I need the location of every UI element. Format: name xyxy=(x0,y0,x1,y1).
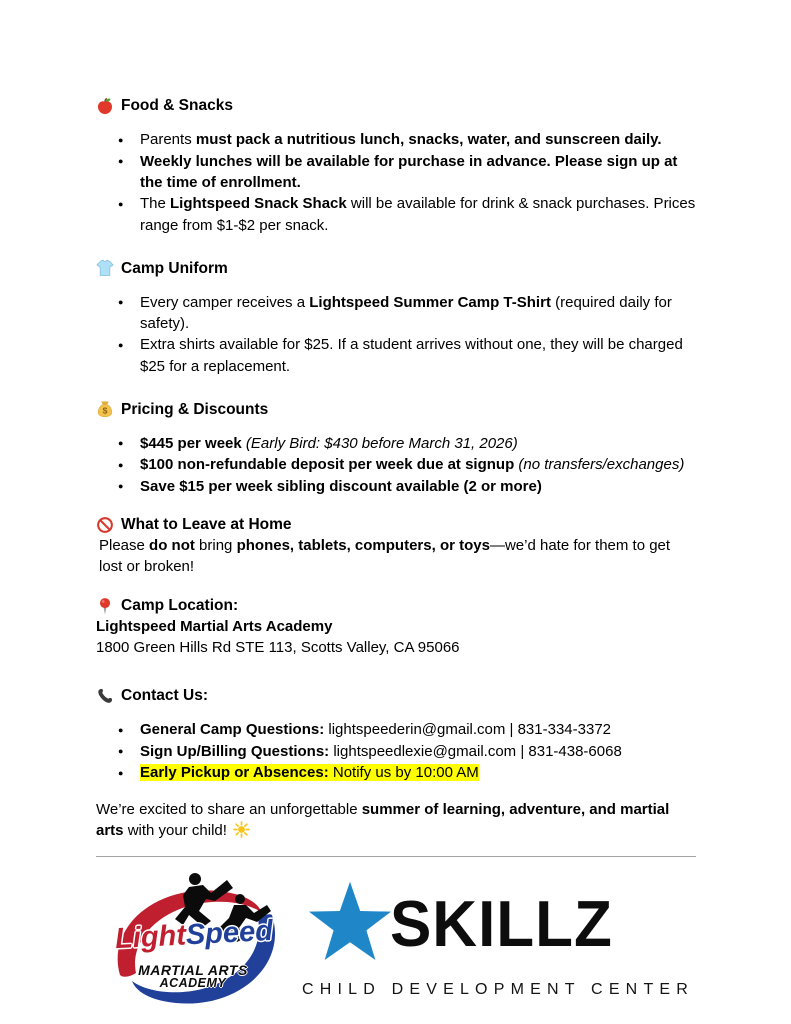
list-item-text: Sign Up/Billing Questions: lightspeedlexie@gmail.com | 831-438-6068 xyxy=(140,742,622,760)
list-item-text: General Camp Questions: lightspeederin@gmail.com | 831-334-3372 xyxy=(140,721,612,738)
lightspeed-word-speed: Speed xyxy=(184,914,274,951)
section-title-contact: Contact Us: xyxy=(121,687,208,704)
lightspeed-subtitle-2: ACADEMY xyxy=(159,975,227,990)
sun-icon xyxy=(233,821,250,838)
food-list xyxy=(96,129,696,236)
tshirt-icon xyxy=(96,259,114,277)
section-uniform xyxy=(96,258,696,377)
section-pricing xyxy=(96,399,696,498)
bullet-icon: ● xyxy=(118,134,124,145)
star-icon xyxy=(302,877,398,973)
apple-icon xyxy=(96,97,114,115)
lightspeed-word-light: Light xyxy=(114,918,187,955)
list-item xyxy=(96,292,696,335)
lightspeed-logo xyxy=(98,867,294,1019)
uniform-list xyxy=(96,292,696,377)
list-item xyxy=(96,454,696,476)
section-food xyxy=(96,95,696,236)
list-item-text: The Lightspeed Snack Shack will be available for drink & snack purchases. Prices range from $1-$2 per snack. xyxy=(140,195,696,234)
closing-paragraph xyxy=(96,799,696,841)
divider xyxy=(96,856,696,857)
bullet-icon: ● xyxy=(118,156,124,166)
location-address: 1800 Green Hills Rd STE 113, Scotts Valley, CA 95066 xyxy=(96,639,460,656)
section-contact xyxy=(96,685,696,784)
highlight-span xyxy=(118,764,479,781)
skillz-wordmark: SKILLZ xyxy=(389,888,613,960)
list-item xyxy=(96,433,696,455)
footer-logos xyxy=(96,867,696,1019)
moneybag-icon xyxy=(96,400,114,418)
bullet-icon: ● xyxy=(118,198,124,209)
list-item xyxy=(96,719,696,741)
section-heading-leave-home xyxy=(96,514,696,535)
no-entry-icon xyxy=(96,516,114,534)
list-item-text: Save $15 per week sibling discount available (2 or more) xyxy=(140,477,542,495)
list-item xyxy=(96,129,696,151)
list-item-text: Parents must pack a nutritious lunch, snacks, water, and sunscreen daily. xyxy=(140,131,662,148)
section-heading-food xyxy=(96,95,696,116)
section-leave-home xyxy=(96,514,696,577)
list-item-text: Weekly lunches will be available for purchase in advance. Please sign up at the time of enrollment. xyxy=(140,152,678,191)
list-item xyxy=(96,741,696,763)
svg-text:$: $ xyxy=(102,405,108,416)
bullet-icon: ● xyxy=(118,724,124,735)
contact-list xyxy=(96,719,696,784)
bullet-icon: ● xyxy=(118,746,124,756)
section-title-food: Food & Snacks xyxy=(121,97,233,114)
pushpin-icon xyxy=(96,597,114,615)
skillz-tagline: CHILD DEVELOPMENT CENTER xyxy=(301,980,695,998)
section-title-pricing: Pricing & Discounts xyxy=(121,400,269,418)
section-heading-contact xyxy=(96,685,696,706)
list-item-text: $445 per week (Early Bird: $430 before March 31, 2026) xyxy=(140,434,518,452)
list-item-highlighted xyxy=(96,762,696,784)
bullet-icon: ● xyxy=(118,297,124,307)
list-item xyxy=(96,193,696,236)
phone-icon xyxy=(96,687,114,705)
pricing-list xyxy=(96,433,696,498)
list-item-text: Early Pickup or Absences: Notify us by 10:00 AM xyxy=(140,764,479,781)
bullet-icon: ● xyxy=(118,459,124,470)
leave-home-text: Please do not bring phones, tablets, computers, or toys—we’d hate for them to get lost or broken! xyxy=(99,537,671,575)
section-title-leave-home: What to Leave at Home xyxy=(121,516,292,533)
section-title-uniform: Camp Uniform xyxy=(121,259,228,277)
bullet-icon: ● xyxy=(118,339,124,350)
list-item-text: Extra shirts available for $25. If a student arrives without one, they will be charged $25 for a replacement. xyxy=(140,336,683,375)
list-item xyxy=(96,151,696,194)
section-heading-uniform xyxy=(96,258,696,279)
section-heading-location xyxy=(96,595,696,616)
list-item xyxy=(96,476,696,498)
bullet-icon: ● xyxy=(118,438,124,448)
section-title-location: Camp Location: xyxy=(121,597,239,614)
list-item-text: $100 non-refundable deposit per week due at signup (no transfers/exchanges) xyxy=(140,456,685,473)
section-heading-pricing xyxy=(96,399,696,420)
list-item-text: Every camper receives a Lightspeed Summer Camp T-Shirt (required daily for safety). xyxy=(140,293,672,332)
list-item xyxy=(96,334,696,377)
bullet-icon: ● xyxy=(118,481,124,491)
section-location xyxy=(96,595,696,658)
skillz-logo xyxy=(302,867,694,1000)
bullet-icon: ● xyxy=(118,767,124,778)
lightspeed-subtitle-1: MARTIAL ARTS xyxy=(138,961,248,978)
closing-text: We’re excited to share an unforgettable summer of learning, adventure, and martial arts with your child! xyxy=(96,800,670,839)
location-name: Lightspeed Martial Arts Academy xyxy=(96,618,333,635)
